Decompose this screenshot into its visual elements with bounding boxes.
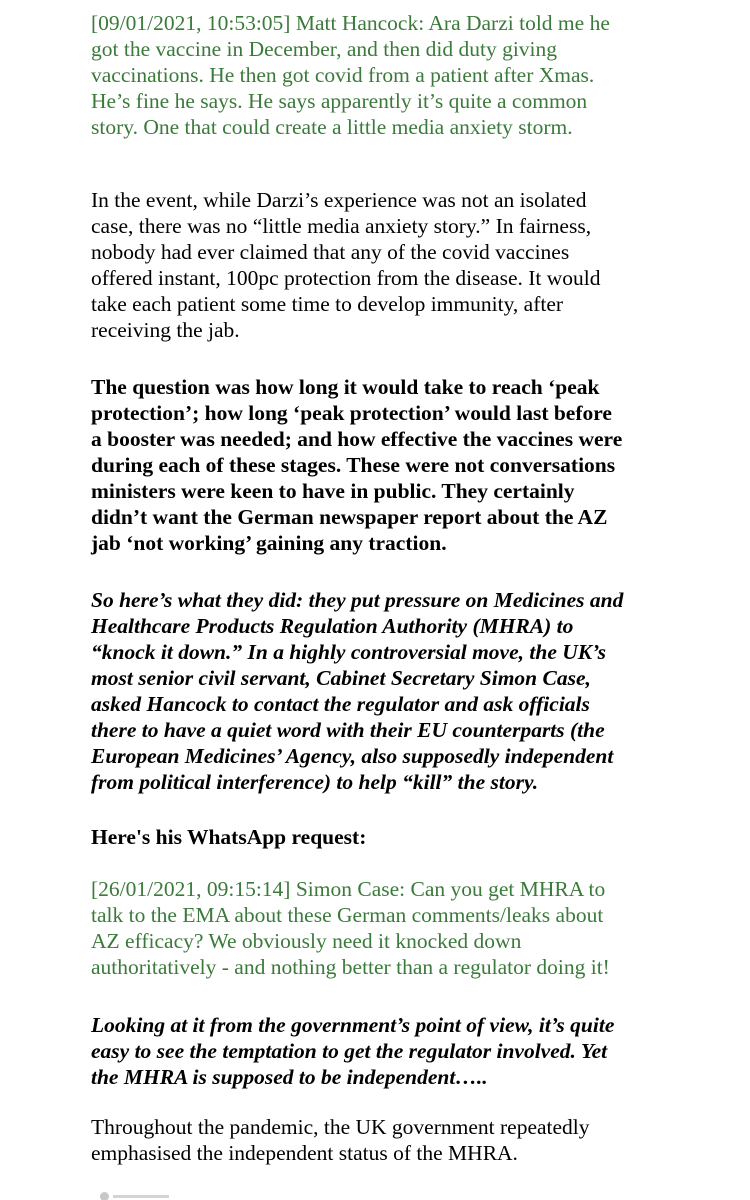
text-line: jab ‘not working’ gaining any traction. — [91, 531, 447, 555]
text-line: protection’; how long ‘peak protection’ would last before — [91, 401, 612, 425]
text-line: story. One that could create a little media anxiety storm. — [91, 115, 573, 139]
text-line: didn’t want the German newspaper report about the AZ — [91, 505, 608, 529]
text-line: asked Hancock to contact the regulator and ask officials — [91, 692, 590, 716]
text-line: Looking at it from the government’s point of view, it’s quite — [91, 1013, 615, 1037]
text-line: nobody had ever claimed that any of the covid vaccines — [91, 240, 570, 264]
text-line: emphasised the independent status of the MHRA. — [91, 1141, 518, 1165]
text-line: The question was how long it would take to reach ‘peak — [91, 375, 600, 399]
text-line: “knock it down.” In a highly controversial move, the UK’s — [91, 640, 607, 664]
text-line: got the vaccine in December, and then did duty giving — [91, 37, 558, 61]
text-line: easy to see the temptation to get the regulator involved. Yet — [91, 1039, 608, 1063]
text-line: vaccinations. He then got covid from a patient after Xmas. — [91, 63, 595, 87]
text-line: AZ efficacy? We obviously need it knocked down — [91, 929, 522, 953]
body-paragraph-darzi — [91, 187, 731, 343]
bold-italic-paragraph-government-view — [91, 1012, 731, 1090]
text-line: receiving the jab. — [91, 318, 240, 342]
whatsapp-quote-case — [91, 876, 731, 980]
text-line: authoritatively - and nothing better than a regulator doing it! — [91, 955, 610, 979]
bold-heading-whatsapp-request — [91, 824, 731, 850]
body-paragraph-independent-status — [91, 1114, 731, 1166]
text-line: Here's his WhatsApp request: — [91, 825, 367, 849]
text-line: the MHRA is supposed to be independent….. — [91, 1065, 488, 1089]
text-line: [26/01/2021, 09:15:14] Simon Case: Can you get MHRA to — [91, 877, 606, 901]
text-line: European Medicines’ Agency, also supposedly independent — [91, 744, 614, 768]
text-line: [09/01/2021, 10:53:05] Matt Hancock: Ara Darzi told me he — [91, 11, 610, 35]
text-line: So here’s what they did: they put pressure on Medicines and — [91, 588, 624, 612]
text-line: there to have a quiet word with their EU counterparts (the — [91, 718, 605, 742]
bold-italic-paragraph-mhra-pressure — [91, 587, 731, 795]
text-line: talk to the EMA about these German comments/leaks about — [91, 903, 604, 927]
cropped-footer-bar — [113, 1195, 169, 1198]
whatsapp-quote-hancock — [91, 10, 731, 140]
text-line: Throughout the pandemic, the UK government repeatedly — [91, 1115, 590, 1139]
avatar-icon — [100, 1192, 109, 1200]
text-line: during each of these stages. These were not conversations — [91, 453, 616, 477]
cropped-footer-avatar — [100, 1190, 180, 1200]
text-line: offered instant, 100pc protection from the disease. It would — [91, 266, 601, 290]
text-line: a booster was needed; and how effective the vaccines were — [91, 427, 623, 451]
text-line: from political interference) to help “kill” the story. — [91, 770, 539, 794]
text-line: Healthcare Products Regulation Authority (MHRA) to — [91, 614, 574, 638]
text-line: In the event, while Darzi’s experience was not an isolated — [91, 188, 587, 212]
text-line: take each patient some time to develop immunity, after — [91, 292, 564, 316]
bold-paragraph-peak-protection — [91, 374, 731, 556]
text-line: case, there was no “little media anxiety story.” In fairness, — [91, 214, 592, 238]
text-line: ministers were keen to have in public. They certainly — [91, 479, 575, 503]
text-line: most senior civil servant, Cabinet Secretary Simon Case, — [91, 666, 591, 690]
text-line: He’s fine he says. He says apparently it’s quite a common — [91, 89, 588, 113]
